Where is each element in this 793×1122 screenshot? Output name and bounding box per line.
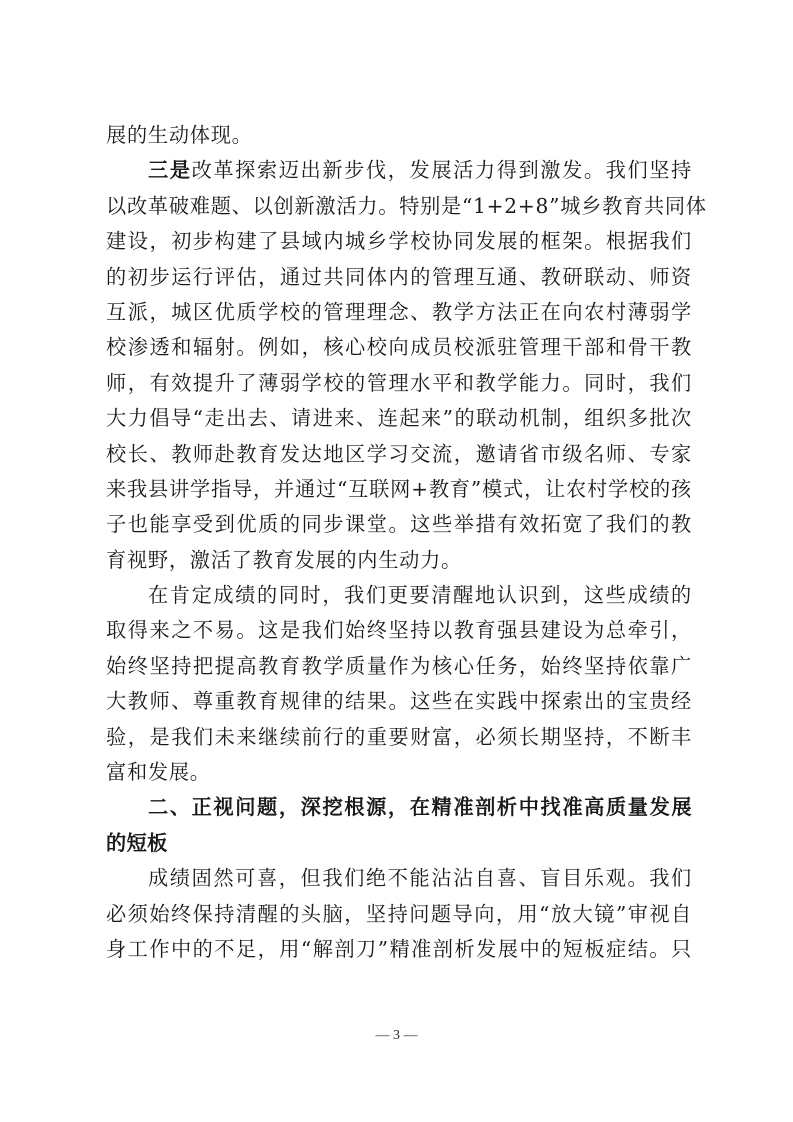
section-heading-line bbox=[106, 826, 692, 861]
line-text: 来我县讲学指导，并通过“互联网+教育”模式，让农村学校的孩 bbox=[106, 476, 692, 501]
text-line bbox=[106, 897, 692, 932]
text-line bbox=[106, 189, 707, 224]
text-line bbox=[106, 401, 692, 436]
text-line bbox=[106, 153, 692, 188]
line-text: 富和发展。 bbox=[106, 760, 211, 785]
line-text: 互派，城区优质学校的管理理念、教学方法正在向农村薄弱学 bbox=[106, 299, 692, 324]
line-text: 的初步运行评估，通过共同体内的管理互通、教研联动、师资 bbox=[106, 264, 692, 289]
lead-phrase: 三是 bbox=[148, 158, 192, 183]
line-text: 取得来之不易。这是我们始终坚持以教育强县建设为总牵引， bbox=[106, 618, 692, 643]
text-line bbox=[106, 613, 692, 648]
text-line bbox=[106, 720, 692, 755]
text-line bbox=[106, 224, 692, 259]
text-line bbox=[106, 543, 692, 578]
line-text: 大力倡导“走出去、请进来、连起来”的联动机制，组织多批次 bbox=[106, 406, 692, 431]
text-line bbox=[106, 649, 692, 684]
line-text: 校长、教师赴教育发达地区学习交流，邀请省市级名师、专家 bbox=[106, 441, 692, 466]
text-line bbox=[106, 755, 692, 790]
text-line bbox=[106, 472, 692, 507]
line-text: 二、正视问题，深挖根源，在精准剖析中找准高质量发展 bbox=[148, 795, 692, 820]
line-text: 师，有效提升了薄弱学校的管理水平和教学能力。同时，我们 bbox=[106, 370, 692, 395]
line-text: 在肯定成绩的同时，我们更要清醒地认识到，这些成绩的 bbox=[148, 583, 692, 608]
line-text: 验，是我们未来继续前行的重要财富，必须长期坚持，不断丰 bbox=[106, 724, 692, 749]
line-text: 必须始终保持清醒的头脑，坚持问题导向，用“放大镜”审视自 bbox=[106, 901, 692, 926]
line-text: 大教师、尊重教育规律的结果。这些在实践中探索出的宝贵经 bbox=[106, 689, 692, 714]
line-text: 建设，初步构建了县域内城乡学校协同发展的框架。根据我们 bbox=[106, 229, 692, 254]
line-text: 始终坚持把提高教育教学质量作为核心任务，始终坚持依靠广 bbox=[106, 653, 692, 678]
text-line bbox=[106, 295, 692, 330]
text-line bbox=[106, 437, 692, 472]
line-text: 以改革破难题、以创新激活力。特别是“1+2+8”城乡教育共同体 bbox=[106, 193, 707, 218]
text-line bbox=[106, 118, 692, 153]
line-text: 子也能享受到优质的同步课堂。这些举措有效拓宽了我们的教 bbox=[106, 512, 692, 537]
document-body bbox=[106, 118, 707, 967]
text-line bbox=[106, 684, 692, 719]
text-line bbox=[106, 578, 692, 613]
section-heading-line bbox=[106, 790, 692, 825]
line-text: 身工作中的不足，用“解剖刀”精准剖析发展中的短板症结。只 bbox=[106, 936, 692, 961]
line-text: 改革探索迈出新步伐，发展活力得到激发。我们坚持 bbox=[191, 158, 692, 183]
line-text: 校渗透和辐射。例如，核心校向成员校派驻管理干部和骨干教 bbox=[106, 335, 692, 360]
text-line bbox=[106, 260, 692, 295]
page-number: — 3 — bbox=[375, 1028, 418, 1043]
text-line bbox=[106, 932, 692, 967]
text-line bbox=[106, 507, 692, 542]
text-line bbox=[106, 330, 692, 365]
text-line bbox=[106, 366, 692, 401]
line-text: 育视野，激活了教育发展的内生动力。 bbox=[106, 547, 462, 572]
text-line bbox=[106, 861, 692, 896]
line-text: 展的生动体现。 bbox=[106, 123, 253, 147]
line-text: 成绩固然可喜，但我们绝不能沾沾自喜、盲目乐观。我们 bbox=[148, 866, 692, 891]
line-text: 的短板 bbox=[106, 830, 168, 855]
